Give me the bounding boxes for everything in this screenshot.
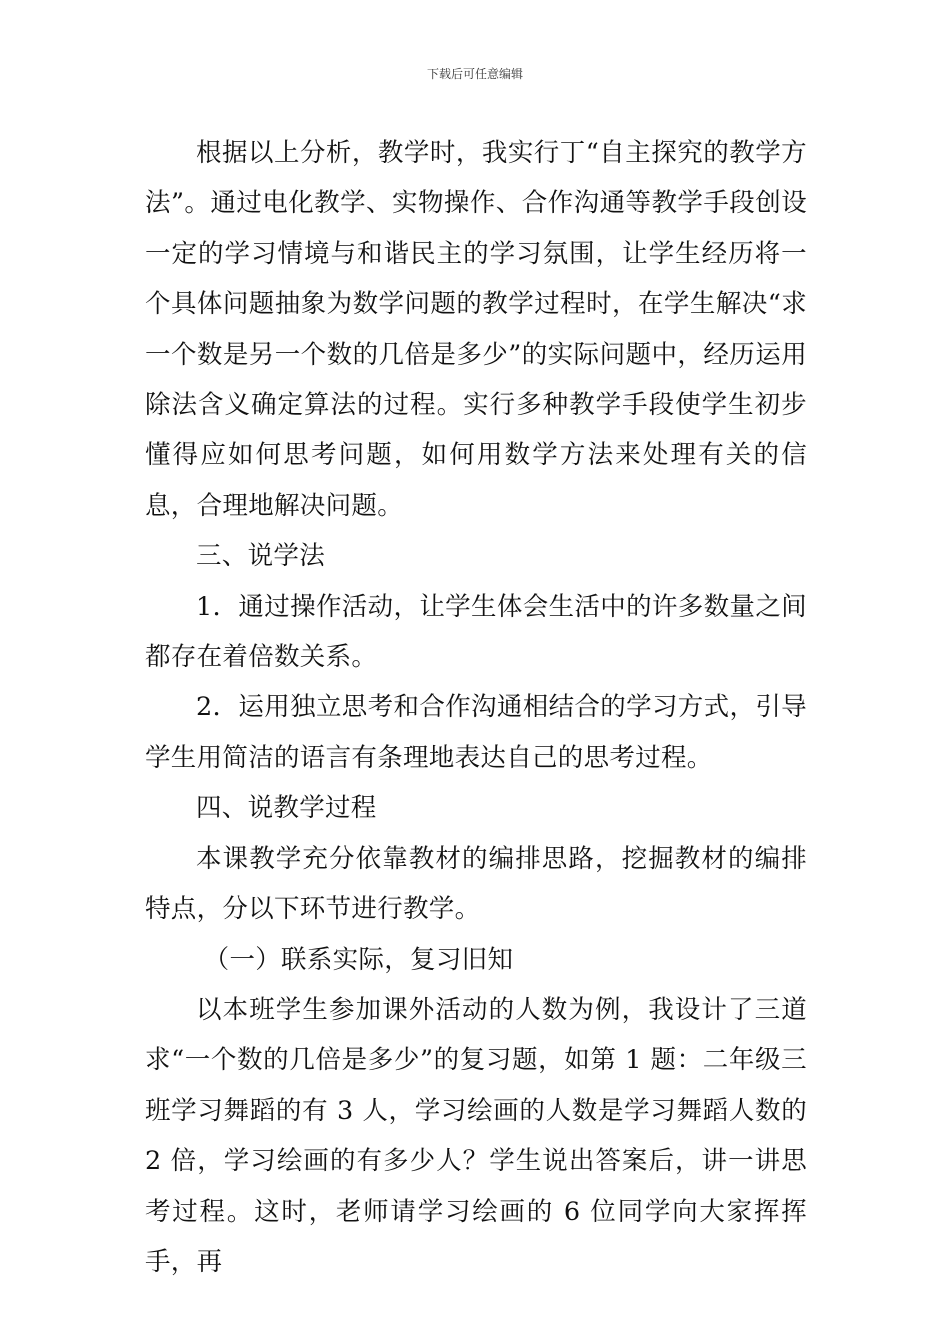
paragraph-learning-method-1: 1．通过操作活动，让学生体会生活中的许多数量之间都存在着倍数关系。	[145, 591, 807, 673]
page-header: 下载后可任意编辑	[426, 67, 523, 81]
section-heading-teaching-process: 四、说教学过程	[196, 793, 377, 824]
document-body	[145, 128, 807, 1287]
subsection-heading-review: （一）联系实际，复习旧知	[203, 944, 514, 975]
paragraph-teaching-method: 根据以上分析，教学时，我实行丁“自主探究的教学方法”。通过电化教学、实物操作、合作沟通等教学手段创设一定的学习情境与和谐民主的学习氛围，让学生经历将一个具体问题抽象为数学问题的教学过程时，在学生解决“求一个数是另一个数的几倍是多少”的实际问题中，经历运用除法含义确定算法的过程。实行多种教学手段使学生初步懂得应如何思考问题，如何用数学方法来处理有关的信息，合理地解决问题。	[145, 138, 807, 521]
paragraph-teaching-process-intro: 本课教学充分依靠教材的编排思路，挖掘教材的编排特点，分以下环节进行教学。	[145, 843, 807, 925]
paragraph-review-example: 以本班学生参加课外活动的人数为例，我设计了三道求“一个数的几倍是多少”的复习题，如第 1 题：二年级三班学习舞蹈的有 3 人，学习绘画的人数是学习舞蹈人数的 2 倍，学习绘画的有多少人？学生说出答案后，讲一讲思考过程。这时，老师请学习绘画的 6 位同学向大家挥挥手，再	[145, 994, 807, 1277]
paragraph-learning-method-2: 2．运用独立思考和合作沟通相结合的学习方式，引导学生用简洁的语言有条理地表达自己的思考过程。	[145, 692, 807, 773]
section-heading-learning-method: 三、说学法	[196, 541, 326, 572]
